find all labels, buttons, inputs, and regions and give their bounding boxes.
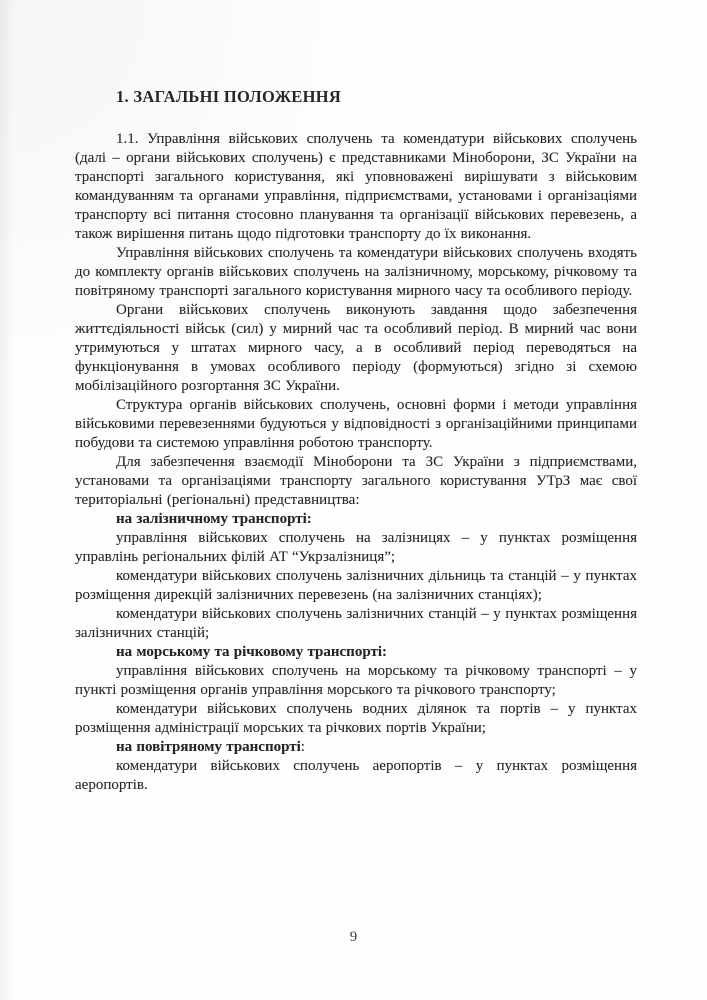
paragraph [75,567,637,605]
paragraph-text: Для забезпечення взаємодії Міноборони та ЗС України з підприємствами, установами та організаціями транспорту загального користування УТрЗ має свої територіальні (регіональні) представництва: [75,454,637,508]
paragraph-text: Структура органів військових сполучень, основні форми і методи управління військовими перевезеннями будуються у відповідності з організаційними принципами побудови та системою управління роботою транспорту. [75,397,637,451]
paragraph [75,396,637,453]
paragraph [75,301,637,396]
paragraph-text: управління військових сполучень на морському та річковому транспорті – у пункті розміщення органів управління морського та річкового транспорту; [75,663,637,698]
paragraph [75,700,637,738]
paragraph-bold-lead: на залізничному транспорті: [116,511,312,527]
paragraph [75,662,637,700]
paragraph-text: управління військових сполучень на залізницях – у пунктах розміщення управлінь регіональних філій АТ “Укрзалізниця”; [75,530,637,565]
paragraph-text: комендатури військових сполучень залізничних дільниць та станцій – у пунктах розміщення дирекцій залізничних перевезень (на залізничних станціях); [75,568,637,603]
paragraph-text: комендатури військових сполучень водних ділянок та портів – у пунктах розміщення адміністрації морських та річкових портів України; [75,701,637,736]
paragraph-text: комендатури військових сполучень аеропортів – у пунктах розміщення аеропортів. [75,758,637,793]
paragraph-subheading [75,738,637,757]
paragraph-subheading [75,510,637,529]
paragraph-bold-lead: на морському та річковому транспорті: [116,644,388,660]
paragraph-text: : [300,739,305,755]
paragraph [75,244,637,301]
paragraph-text: Органи військових сполучень виконують завдання щодо забезпечення життєдіяльності військ (сил) у мирний час та особливий період. В мирний час вони утримуються у штатах мирного часу, а в особливий період переводяться на функціонування в умовах особливого періоду (формуються) згідно зі схемою мобілізаційного розгортання ЗС України. [75,302,637,394]
paragraph-text: Управління військових сполучень та комендатури військових сполучень входять до комплекту органів військових сполучень на залізничному, морському, річковому та повітряному транспорті загального користування мирного часу та особливого періоду. [75,245,637,299]
paragraph [75,453,637,510]
paragraph-text: комендатури військових сполучень залізничних станцій – у пунктах розміщення залізничних станцій; [75,606,637,641]
paragraph-bold-lead: на повітряному транспорті [116,739,301,755]
section-heading: 1. ЗАГАЛЬНІ ПОЛОЖЕННЯ [116,87,342,106]
page-number: 9 [349,929,358,945]
paragraph [75,605,637,643]
paragraph [75,757,637,795]
paragraph-text: 1.1. Управління військових сполучень та комендатури військових сполучень (далі – органи військових сполучень) є представниками Міноборони, ЗС України на транспорті загального користування, які уповноважені вирішувати з військовим командуванням та органами управління, підприємствами, установами і організаціями транспорту всі питання стосовно планування та організації військових перевезень, а також вирішення питань щодо підготовки транспорту до їх виконання. [75,131,637,242]
paragraph [75,130,637,244]
paragraph-subheading [75,643,637,662]
paragraph [75,529,637,567]
